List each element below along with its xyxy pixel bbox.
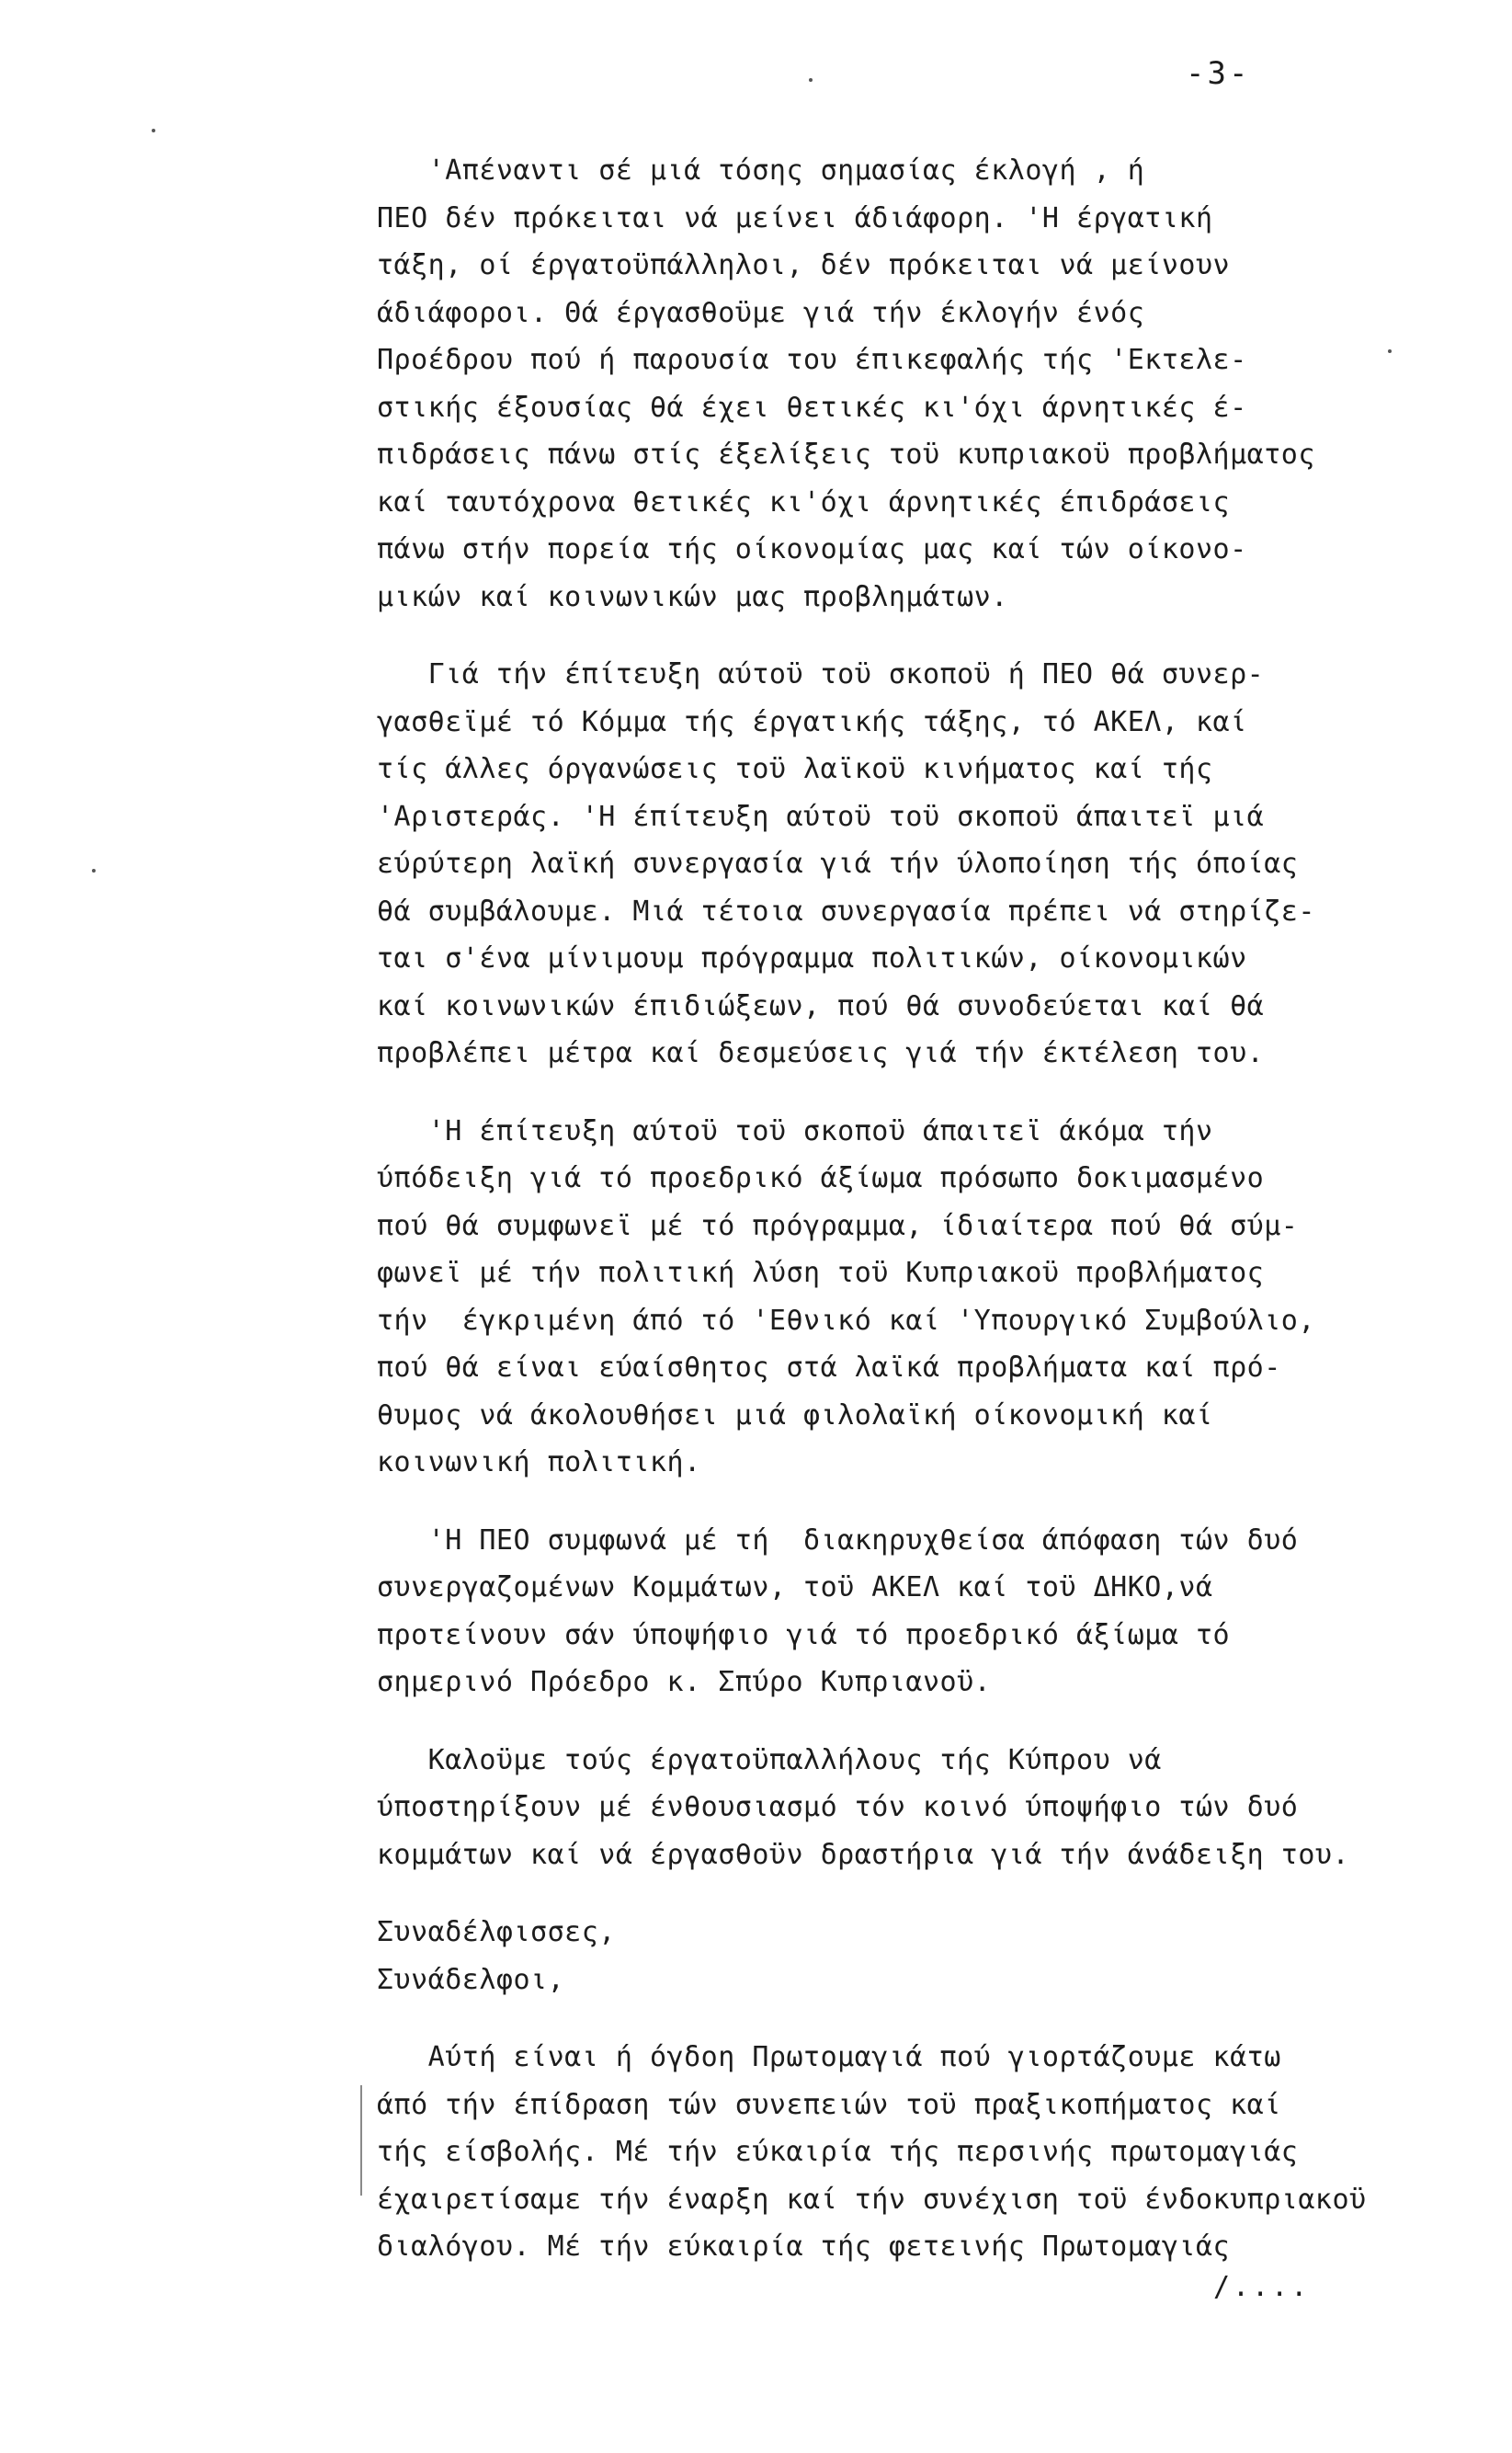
body-text — [377, 147, 1452, 2271]
paragraph-gap — [377, 1706, 1452, 1737]
text-line: Καλοϋμε τούς έργατοϋπαλλήλους τής Κύπρου νά — [377, 1743, 1162, 1776]
text-line: ύποστηρίξουν μέ ένθουσιασμό τόν κοινό ύποψήφιο τών δυό — [377, 1791, 1299, 1823]
text-line: 'Η έπίτευξη αύτοϋ τοϋ σκοποϋ άπαιτεϊ άκόμα τήν — [377, 1114, 1213, 1147]
text-line: Αύτή είναι ή όγδοη Πρωτομαγιά πού γιορτάζουμε κάτω — [377, 2041, 1281, 2073]
text-line: προβλέπει μέτρα καί δεσμεύσεις γιά τήν έκτέλεση του. — [377, 1037, 1265, 1069]
paragraph-candidate-criteria — [377, 1108, 1452, 1487]
paragraph-gap — [377, 1487, 1452, 1517]
text-line: 'Η ΠΕΟ συμφωνά μέ τή διακηρυχθείσα άπόφαση τών δυό — [377, 1523, 1299, 1557]
text-line: καί ταυτόχρονα θετικές κι'όχι άρνητικές έπιδράσεις — [377, 485, 1231, 519]
text-line: καί κοινωνικών έπιδιώξεων, πού θά συνοδεύεται καί θά — [377, 989, 1265, 1022]
continuation-mark: /.... — [1213, 2271, 1311, 2303]
scan-speck — [1388, 349, 1392, 353]
text-line: κομμάτων καί νά έργασθοϋν δραστήρια γιά τήν άνάδειξη του. — [377, 1838, 1350, 1871]
salutation — [377, 1909, 1452, 2003]
text-line: τής είσβολής. Μέ τήν εύκαιρία τής περσινής πρωτομαγιάς — [377, 2136, 1299, 2168]
text-line: θυμος νά άκολουθήσει μιά φιλολαϊκή οίκονομική καί — [377, 1398, 1213, 1432]
text-line: γασθεϊμέ τό Κόμμα τής έργατικής τάξης, τό ΑΚΕΛ, καί — [377, 705, 1247, 738]
paragraph-endorsement — [377, 1517, 1452, 1706]
scan-speck — [152, 129, 155, 132]
text-line: τάξη, οί έργατοϋπάλληλοι, δέν πρόκειται νά μείνουν — [377, 249, 1231, 281]
scan-margin-mark — [360, 2085, 362, 2196]
paragraph-election-stance — [377, 147, 1452, 621]
text-line: έχαιρετίσαμε τήν έναρξη καί τήν συνέχιση τοϋ ένδοκυπριακοϋ — [377, 2183, 1367, 2216]
page-number: -3- — [1186, 55, 1251, 92]
text-line: εύρύτερη λαϊκή συνεργασία γιά τήν ύλοποίηση τής όποίας — [377, 848, 1299, 880]
text-line: 'Απέναντι σέ μιά τόσης σημασίας έκλογή , ή — [377, 154, 1145, 187]
text-line: τίς άλλες όργανώσεις τοϋ λαϊκοϋ κινήματος καί τής — [377, 753, 1213, 785]
scan-speck — [809, 78, 813, 82]
text-line: Συναδέλφισσες, — [377, 1916, 616, 1948]
text-line: θά συμβάλουμε. Μιά τέτοια συνεργασία πρέπει νά στηρίζε- — [377, 895, 1315, 928]
text-line: κοινωνική πολιτική. — [377, 1446, 701, 1478]
paragraph-cooperation — [377, 651, 1452, 1078]
paragraph-may-day — [377, 2034, 1452, 2271]
text-line: πάνω στήν πορεία τής οίκονομίας μας καί τών οίκονο- — [377, 533, 1247, 565]
text-line: πιδράσεις πάνω στίς έξελίξεις τοϋ κυπριακοϋ προβλήματος — [377, 439, 1315, 471]
paragraph-gap — [377, 1078, 1452, 1108]
text-line: πού θά είναι εύαίσθητος στά λαϊκά προβλήματα καί πρό- — [377, 1352, 1281, 1384]
text-line: άπό τήν έπίδραση τών συνεπειών τοϋ πραξικοπήματος καί — [377, 2088, 1281, 2121]
text-line: ΠΕΟ δέν πρόκειται νά μείνει άδιάφορη. 'Η έργατική — [377, 201, 1213, 234]
text-line: Προέδρου πού ή παρουσία του έπικεφαλής τής 'Εκτελε- — [377, 344, 1247, 376]
paragraph-gap — [377, 1878, 1452, 1909]
text-line: πού θά συμφωνεϊ μέ τό πρόγραμμα, ίδιαίτερα πού θά σύμ- — [377, 1209, 1299, 1242]
text-line: ται σ'ένα μίνιμουμ πρόγραμμα πολιτικών, οίκονομικών — [377, 942, 1247, 975]
paragraph-call-to-action — [377, 1737, 1452, 1879]
text-line: προτείνουν σάν ύποψήφιο γιά τό προεδρικό άξίωμα τό — [377, 1618, 1231, 1651]
text-line: Συνάδελφοι, — [377, 1963, 565, 1996]
text-line: συνεργαζομένων Κομμάτων, τοϋ ΑΚΕΛ καί τοϋ ΔΗΚΟ,νά — [377, 1571, 1213, 1603]
text-line: μικών καί κοινωνικών μας προβλημάτων. — [377, 580, 1008, 613]
text-line: 'Αριστεράς. 'Η έπίτευξη αύτοϋ τοϋ σκοποϋ άπαιτεϊ μιά — [377, 800, 1265, 833]
scan-speck — [92, 869, 96, 873]
text-line: άδιάφοροι. Θά έργασθοϋμε γιά τήν έκλογήν ένός — [377, 296, 1145, 329]
text-line: φωνεϊ μέ τήν πολιτική λύση τοϋ Κυπριακοϋ προβλήματος — [377, 1257, 1265, 1289]
text-line: τήν έγκριμένη άπό τό 'Εθνικό καί 'Υπουργικό Συμβούλιο, — [377, 1304, 1315, 1337]
paragraph-gap — [377, 2003, 1452, 2034]
paragraph-gap — [377, 621, 1452, 651]
text-line: Γιά τήν έπίτευξη αύτοϋ τοϋ σκοποϋ ή ΠΕΟ θά συνερ- — [377, 658, 1265, 690]
text-line: σημερινό Πρόεδρο κ. Σπύρο Κυπριανοϋ. — [377, 1666, 992, 1698]
text-line: ύπόδειξη γιά τό προεδρικό άξίωμα πρόσωπο δοκιμασμένο — [377, 1162, 1265, 1194]
text-line: στικής έξουσίας θά έχει θετικές κι'όχι άρνητικές έ- — [377, 391, 1247, 424]
text-line: διαλόγου. Μέ τήν εύκαιρία τής φετεινής Πρωτομαγιάς — [377, 2231, 1231, 2263]
